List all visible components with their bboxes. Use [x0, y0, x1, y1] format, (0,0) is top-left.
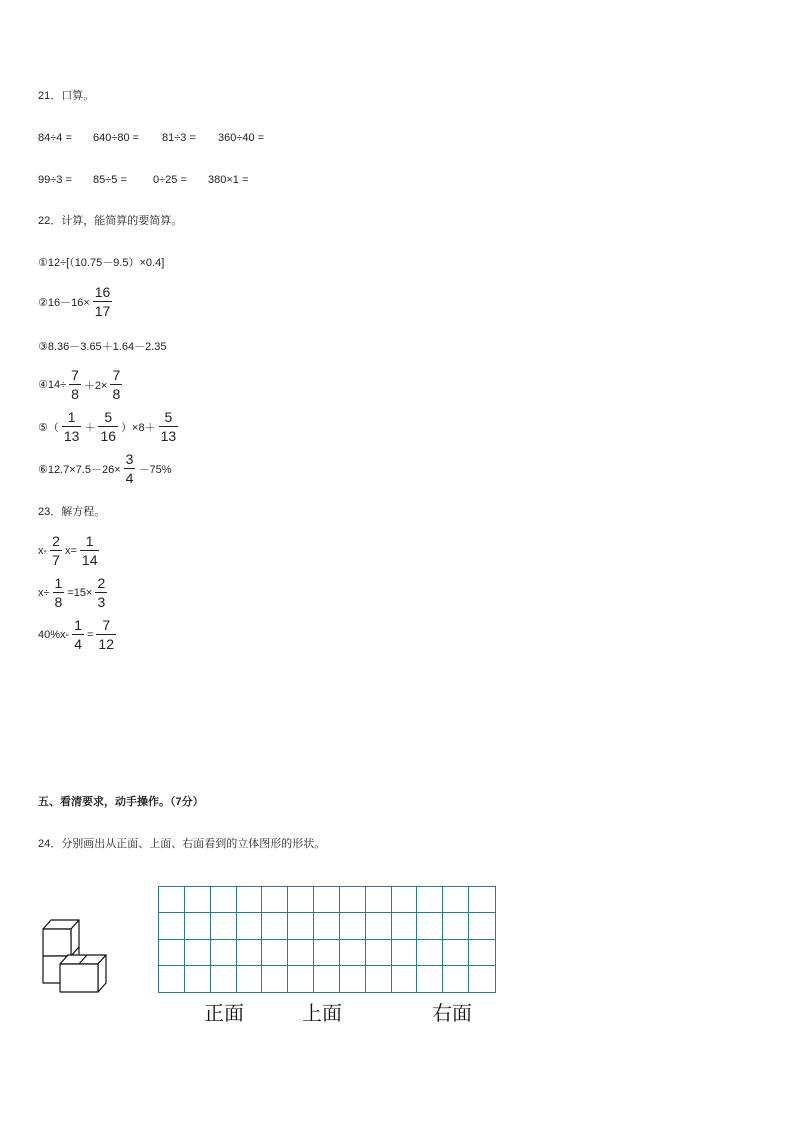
- denominator: 12: [98, 636, 114, 652]
- grid-cell[interactable]: [185, 913, 211, 939]
- q22-expr-3: ③8.36－3.65＋1.64－2.35: [38, 341, 167, 353]
- numerator: 5: [104, 409, 113, 425]
- q24-title: 24．分别画出从正面、上面、右面看到的立体图形的形状。: [38, 838, 326, 850]
- expr-text: ②16－16×: [38, 296, 90, 309]
- fraction: [159, 410, 179, 443]
- grid-cell[interactable]: [392, 966, 418, 992]
- denominator: 8: [54, 594, 63, 610]
- q21-item: 84÷4 =: [38, 132, 72, 144]
- grid-cell[interactable]: [288, 913, 314, 939]
- numerator: 1: [54, 575, 63, 591]
- grid-cell[interactable]: [211, 887, 237, 913]
- grid-cell[interactable]: [443, 913, 469, 939]
- expr-text: ＋: [84, 421, 96, 434]
- denominator: 4: [125, 470, 134, 486]
- grid-cell[interactable]: [185, 887, 211, 913]
- denominator: 13: [63, 428, 80, 444]
- q22-expr-6: [38, 452, 171, 485]
- expr-text: =: [86, 628, 94, 641]
- q22-expr-4: [38, 368, 125, 401]
- grid-cell[interactable]: [159, 940, 185, 966]
- grid-cell[interactable]: [340, 940, 366, 966]
- expr-text: ）×8＋: [121, 421, 156, 434]
- denominator: 16: [100, 428, 117, 444]
- drawing-grid[interactable]: [158, 886, 496, 993]
- grid-cell[interactable]: [262, 887, 288, 913]
- denominator: 8: [112, 386, 121, 402]
- grid-cell[interactable]: [288, 966, 314, 992]
- expr-text: ④14÷: [38, 379, 67, 391]
- q21-item: 99÷3 =: [38, 174, 72, 186]
- view-label-top: 上面: [302, 1001, 342, 1025]
- numerator: 16: [94, 284, 111, 300]
- grid-cell[interactable]: [417, 966, 443, 992]
- q23-equation-1: [38, 534, 102, 567]
- numerator: 1: [67, 409, 76, 425]
- q23-equation-2: [38, 576, 110, 609]
- view-label-front: 正面: [204, 1001, 244, 1025]
- q22-expr-1: ①12÷[（10.75－9.5）×0.4]: [38, 257, 165, 269]
- grid-cell[interactable]: [262, 940, 288, 966]
- grid-cell[interactable]: [262, 913, 288, 939]
- denominator: 17: [94, 303, 111, 319]
- numerator: 1: [85, 533, 94, 549]
- denominator: 13: [160, 428, 177, 444]
- expr-text: －75%: [138, 463, 172, 476]
- grid-cell[interactable]: [314, 966, 340, 992]
- fraction: [80, 534, 100, 567]
- grid-cell[interactable]: [237, 966, 263, 992]
- grid-cell[interactable]: [469, 966, 495, 992]
- grid-cell[interactable]: [340, 913, 366, 939]
- cube-stack-figure: [40, 914, 110, 996]
- numerator: 2: [97, 575, 106, 591]
- q21-item: 360÷40 =: [218, 132, 265, 144]
- grid-cell[interactable]: [288, 887, 314, 913]
- q23-equation-3: [38, 618, 119, 651]
- grid-cell[interactable]: [469, 940, 495, 966]
- grid-cell[interactable]: [288, 940, 314, 966]
- grid-cell[interactable]: [314, 940, 340, 966]
- grid-cell[interactable]: [185, 966, 211, 992]
- grid-cell[interactable]: [469, 887, 495, 913]
- grid-cell[interactable]: [469, 913, 495, 939]
- grid-cell[interactable]: [340, 966, 366, 992]
- fraction: [93, 285, 113, 318]
- grid-cell[interactable]: [366, 940, 392, 966]
- grid-cell[interactable]: [159, 887, 185, 913]
- q22-expr-5: [38, 410, 181, 443]
- expr-text: ＋2×: [83, 379, 108, 392]
- numerator: 3: [125, 451, 134, 467]
- fraction: [69, 368, 81, 401]
- denominator: 8: [71, 386, 79, 402]
- denominator: 14: [81, 552, 98, 568]
- grid-cell[interactable]: [417, 913, 443, 939]
- numerator: 2: [52, 533, 60, 549]
- expr-text: 40%x-: [38, 628, 70, 641]
- expr-text: =15×: [67, 586, 93, 599]
- grid-cell[interactable]: [417, 940, 443, 966]
- expr-text: x=: [64, 544, 77, 557]
- q23-title: 23．解方程。: [38, 506, 106, 518]
- grid-cell[interactable]: [262, 966, 288, 992]
- fraction: [98, 410, 118, 443]
- numerator: 7: [112, 367, 121, 383]
- fraction: [50, 534, 62, 567]
- fraction: [62, 410, 82, 443]
- grid-cell[interactable]: [366, 913, 392, 939]
- q21-item: 85÷5 =: [93, 174, 127, 186]
- q21-item: 0÷25 =: [153, 174, 187, 186]
- grid-cell[interactable]: [443, 940, 469, 966]
- grid-cell[interactable]: [366, 887, 392, 913]
- grid-cell[interactable]: [211, 966, 237, 992]
- fraction: [110, 368, 122, 401]
- grid-cell[interactable]: [185, 940, 211, 966]
- fraction: [96, 618, 116, 651]
- grid-cell[interactable]: [211, 940, 237, 966]
- q22-title: 22．计算，能简算的要简算。: [38, 215, 183, 227]
- grid-cell[interactable]: [159, 913, 185, 939]
- q21-item: 640÷80 =: [93, 132, 140, 144]
- grid-cell[interactable]: [237, 913, 263, 939]
- q21-item: 380×1 =: [208, 174, 249, 186]
- expr-text: x-: [38, 544, 48, 557]
- grid-cell[interactable]: [443, 966, 469, 992]
- numerator: 7: [102, 617, 111, 633]
- q21-item: 81÷3 =: [162, 132, 196, 144]
- cube-front-face: [43, 929, 71, 956]
- q22-expr-2: [38, 285, 115, 318]
- fraction: [72, 618, 84, 651]
- fraction: [95, 576, 107, 609]
- grid-cell[interactable]: [237, 940, 263, 966]
- denominator: 4: [74, 636, 82, 652]
- grid-cell[interactable]: [340, 887, 366, 913]
- grid-cell[interactable]: [417, 887, 443, 913]
- grid-cell[interactable]: [211, 913, 237, 939]
- grid-cell[interactable]: [159, 966, 185, 992]
- fraction: [53, 576, 65, 609]
- grid-cell[interactable]: [314, 887, 340, 913]
- cube-front-face: [60, 964, 98, 992]
- expr-text: ⑥12.7×7.5－26×: [38, 463, 121, 476]
- expr-text: x÷: [38, 586, 50, 599]
- grid-cell[interactable]: [237, 887, 263, 913]
- grid-cell[interactable]: [366, 966, 392, 992]
- grid-cell[interactable]: [443, 887, 469, 913]
- grid-cell[interactable]: [392, 887, 418, 913]
- grid-cell[interactable]: [392, 913, 418, 939]
- denominator: 3: [97, 594, 106, 610]
- expr-text: ⑤（: [38, 421, 59, 434]
- grid-cell[interactable]: [314, 913, 340, 939]
- numerator: 5: [164, 409, 173, 425]
- denominator: 7: [52, 552, 60, 568]
- fraction: [124, 452, 136, 485]
- grid-cell[interactable]: [392, 940, 418, 966]
- section-5-heading: 五、看清要求，动手操作。（7分）: [38, 796, 204, 808]
- view-label-right: 右面: [432, 1001, 472, 1025]
- q21-title: 21．口算。: [38, 90, 95, 102]
- numerator: 1: [74, 617, 82, 633]
- numerator: 7: [71, 367, 79, 383]
